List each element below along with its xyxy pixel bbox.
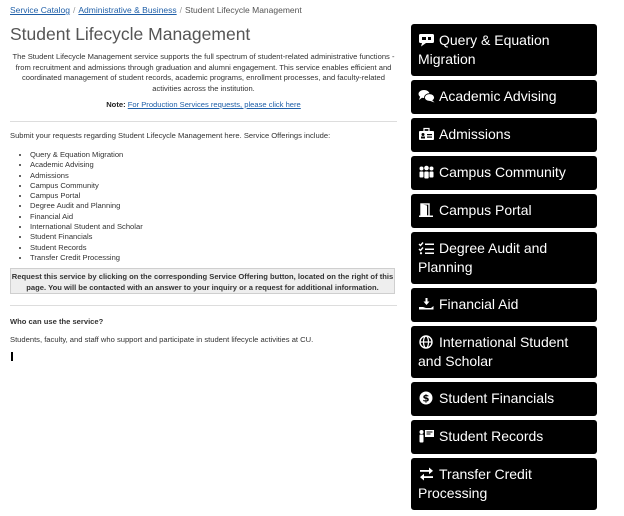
note: [10, 100, 397, 109]
production-services-link[interactable]: For Production Services requests, please click here: [127, 100, 301, 109]
breadcrumb-administrative-business[interactable]: Administrative & Business: [78, 5, 177, 15]
student-records-button[interactable]: [411, 420, 597, 454]
button-label: Degree Audit and Planning: [418, 240, 548, 275]
request-callout: Request this service by clicking on the corresponding Service Offering button, located on the right of this page. You will be contacted with an answer to your inquiry or a request for additional information.: [10, 268, 395, 294]
academic-advising-button[interactable]: [411, 80, 597, 114]
checklist-icon: [418, 241, 435, 255]
who-text: Students, faculty, and staff who support and participate in student lifecycle activities at CU.: [10, 335, 314, 344]
button-label: Admissions: [439, 126, 511, 142]
globe-icon: [418, 335, 435, 349]
offerings-list: [10, 150, 143, 263]
button-label: Student Financials: [439, 390, 555, 406]
button-label: Campus Portal: [439, 202, 532, 218]
list-item: • Academic Advising: [30, 160, 143, 170]
financial-aid-button[interactable]: [411, 288, 597, 322]
button-label: Transfer Credit Processing: [418, 466, 532, 501]
hand-money-icon: [418, 297, 435, 311]
list-item: • Campus Portal: [30, 191, 143, 201]
transfer-credit-processing-button[interactable]: [411, 458, 597, 510]
breadcrumb-separator: /: [179, 5, 183, 15]
list-item: • Degree Audit and Planning: [30, 201, 143, 211]
button-label: Query & Equation Migration: [418, 32, 550, 67]
button-label: International Student and Scholar: [418, 334, 569, 369]
campus-portal-button[interactable]: [411, 194, 597, 228]
list-item: • International Student and Scholar: [30, 222, 143, 232]
student-financials-button[interactable]: [411, 382, 597, 416]
note-label: Note:: [106, 100, 126, 109]
who-heading: Who can use the service?: [10, 317, 104, 326]
degree-audit-planning-button[interactable]: [411, 232, 597, 284]
breadcrumb-current: Student Lifecycle Management: [185, 5, 302, 15]
divider: [10, 121, 397, 122]
button-label: Student Records: [439, 428, 544, 444]
people-icon: [418, 165, 435, 179]
list-item: • Financial Aid: [30, 212, 143, 222]
dollar-icon: [418, 391, 435, 405]
divider: [10, 305, 397, 306]
door-icon: [418, 203, 435, 217]
text-cursor: [11, 352, 13, 361]
page-title: Student Lifecycle Management: [10, 24, 251, 44]
service-description: The Student Lifecycle Management service supports the full spectrum of student-related administrative functions - from recruitment and admissions through graduation and alumni engagement. This service enables efficient and coordinated management of student records, academic programs, enrollment processes, and faculty-related activities across the institution.: [12, 52, 395, 93]
admissions-icon: [418, 127, 435, 141]
international-student-scholar-button[interactable]: [411, 326, 597, 378]
offerings-intro: Submit your requests regarding Student Lifecycle Management here. Service Offerings include:: [10, 131, 331, 140]
comments-icon: [418, 89, 435, 103]
admissions-button[interactable]: [411, 118, 597, 152]
list-item: • Student Financials: [30, 232, 143, 242]
breadcrumb-service-catalog[interactable]: Service Catalog: [10, 5, 71, 15]
person-board-icon: [418, 429, 435, 443]
list-item: • Query & Equation Migration: [30, 150, 143, 160]
campus-community-button[interactable]: [411, 156, 597, 190]
list-item: • Transfer Credit Processing: [30, 253, 143, 263]
arrows-icon: [418, 467, 435, 481]
list-item: • Admissions: [30, 171, 143, 181]
svg-text:$: $: [422, 393, 430, 405]
button-label: Academic Advising: [439, 88, 557, 104]
list-item: • Student Records: [30, 243, 143, 253]
list-item: • Campus Community: [30, 181, 143, 191]
button-label: Campus Community: [439, 164, 566, 180]
button-label: Financial Aid: [439, 296, 519, 312]
breadcrumb: [10, 5, 302, 15]
chat-icon: [418, 33, 435, 47]
query-equation-migration-button[interactable]: [411, 24, 597, 76]
breadcrumb-separator: /: [73, 5, 76, 15]
